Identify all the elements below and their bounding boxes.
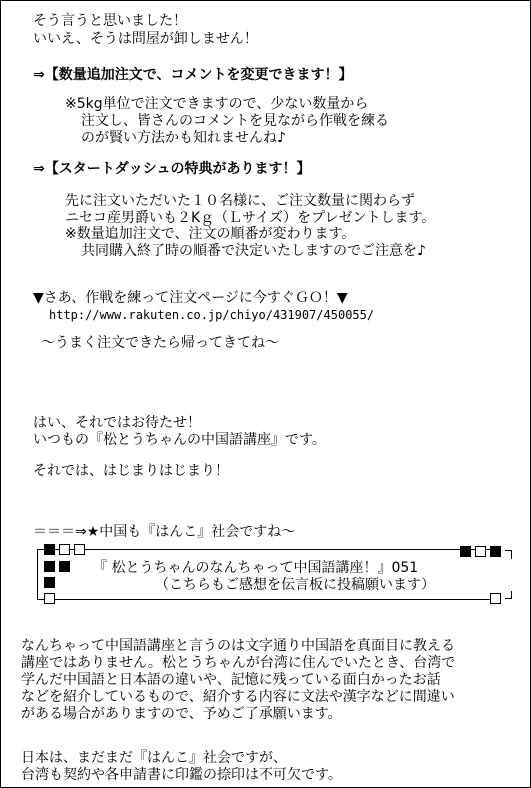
banner-left-line bbox=[37, 549, 38, 599]
banner-right-bottom-corner bbox=[505, 598, 511, 599]
bonus-note-line-1: 先に注文いただいた１０名様に、ご注文数量に関わらず bbox=[65, 193, 415, 209]
transition-line-2: いつもの『松とうちゃんの中国語講座』です。 bbox=[33, 432, 326, 448]
body-paragraph-line-4: などを紹介しているもので、紹介する内容に文法や漢字などに間違い bbox=[21, 689, 455, 705]
bonus-note-line-2: ニセコ産男爵いも２Kｇ（Ｌサイズ）をプレゼントします。 bbox=[65, 210, 436, 226]
intro-line-1: そう言うと思いました！ bbox=[33, 13, 187, 29]
hollow-square-icon bbox=[59, 544, 70, 555]
course-banner-frame bbox=[1, 449, 530, 788]
cta-text: ▼さあ、作戦を練って注文ページに今すぐＧＯ！▼ bbox=[33, 290, 348, 306]
transition-line-1: はい、それではお待たせ！ bbox=[33, 415, 201, 431]
banner-right-tick bbox=[511, 550, 512, 559]
filled-square-icon bbox=[44, 561, 55, 572]
body-paragraph-line-3: 学んだ中国語と日本語の違いや、記憶に残っている面白かったお話 bbox=[21, 672, 441, 688]
filled-square-icon bbox=[59, 561, 70, 572]
volume-heading: ⇒【数量追加注文で、コメントを変更できます！】 bbox=[33, 67, 353, 83]
banner-right-bottom-tick bbox=[511, 591, 512, 599]
filled-square-icon bbox=[490, 546, 501, 557]
bonus-note-line-3: ※数量追加注文で、注文の順番が変わります。 bbox=[65, 226, 356, 242]
banner-top-line bbox=[37, 549, 492, 550]
bonus-note-line-4: 共同購入終了時の順番で決定いたしますのでご注意を♪ bbox=[81, 243, 426, 259]
filled-square-icon bbox=[44, 544, 55, 555]
hollow-square-icon bbox=[74, 544, 85, 555]
volume-note-line-3: のが賢い方法かも知れませんね♪ bbox=[81, 130, 286, 146]
course-banner-subtitle: （こちらもご感想を伝言板に投稿願います） bbox=[155, 577, 435, 593]
intro-line-2: いいえ、そうは問屋が卸しません！ bbox=[33, 31, 258, 47]
filled-square-icon bbox=[460, 546, 471, 557]
volume-note-line-2: 注文し、皆さんのコメントを見ながら作戦を練る bbox=[81, 113, 389, 129]
hollow-square-icon bbox=[44, 593, 55, 604]
hollow-square-icon bbox=[475, 546, 486, 557]
banner-bottom-line bbox=[37, 599, 492, 600]
order-page-link[interactable]: http://www.rakuten.co.jp/chiyo/431907/450055/ bbox=[49, 308, 375, 322]
filled-square-icon bbox=[44, 577, 55, 588]
closing-paragraph-line-2: 台湾も契約や各申請書に印鑑の捺印は不可欠です。 bbox=[21, 767, 342, 783]
closing-paragraph-line-1: 日本は、まだまだ『はんこ』社会ですが、 bbox=[21, 750, 287, 766]
body-paragraph-line-5: がある場合がありますので、予めご了承願います。 bbox=[21, 706, 342, 722]
banner-right-corner bbox=[505, 550, 511, 551]
bonus-heading: ⇒【スタートダッシュの特典があります！】 bbox=[33, 161, 311, 177]
course-arrow-title: ＝＝＝⇒★中国も『はんこ』社会ですね～ bbox=[33, 524, 296, 540]
body-paragraph-line-1: なんちゃって中国語講座と言うのは文字通り中国語を真面目に教える bbox=[21, 638, 455, 654]
cta-closing: ～うまく注文できたら帰ってきてね～ bbox=[41, 335, 279, 351]
volume-note-line-1: ※5kg単位で注文できますので、少ない数量から bbox=[65, 96, 369, 112]
hollow-square-icon bbox=[490, 593, 501, 604]
body-paragraph-line-2: 講座ではありません。松とうちゃんが台湾に住んでいたとき、台湾で bbox=[21, 655, 456, 671]
course-banner-title: 『 松とうちゃんのなんちゃって中国語講座！』051 bbox=[93, 560, 419, 576]
transition-line-3: それでは、はじまりはじまり！ bbox=[33, 463, 229, 479]
